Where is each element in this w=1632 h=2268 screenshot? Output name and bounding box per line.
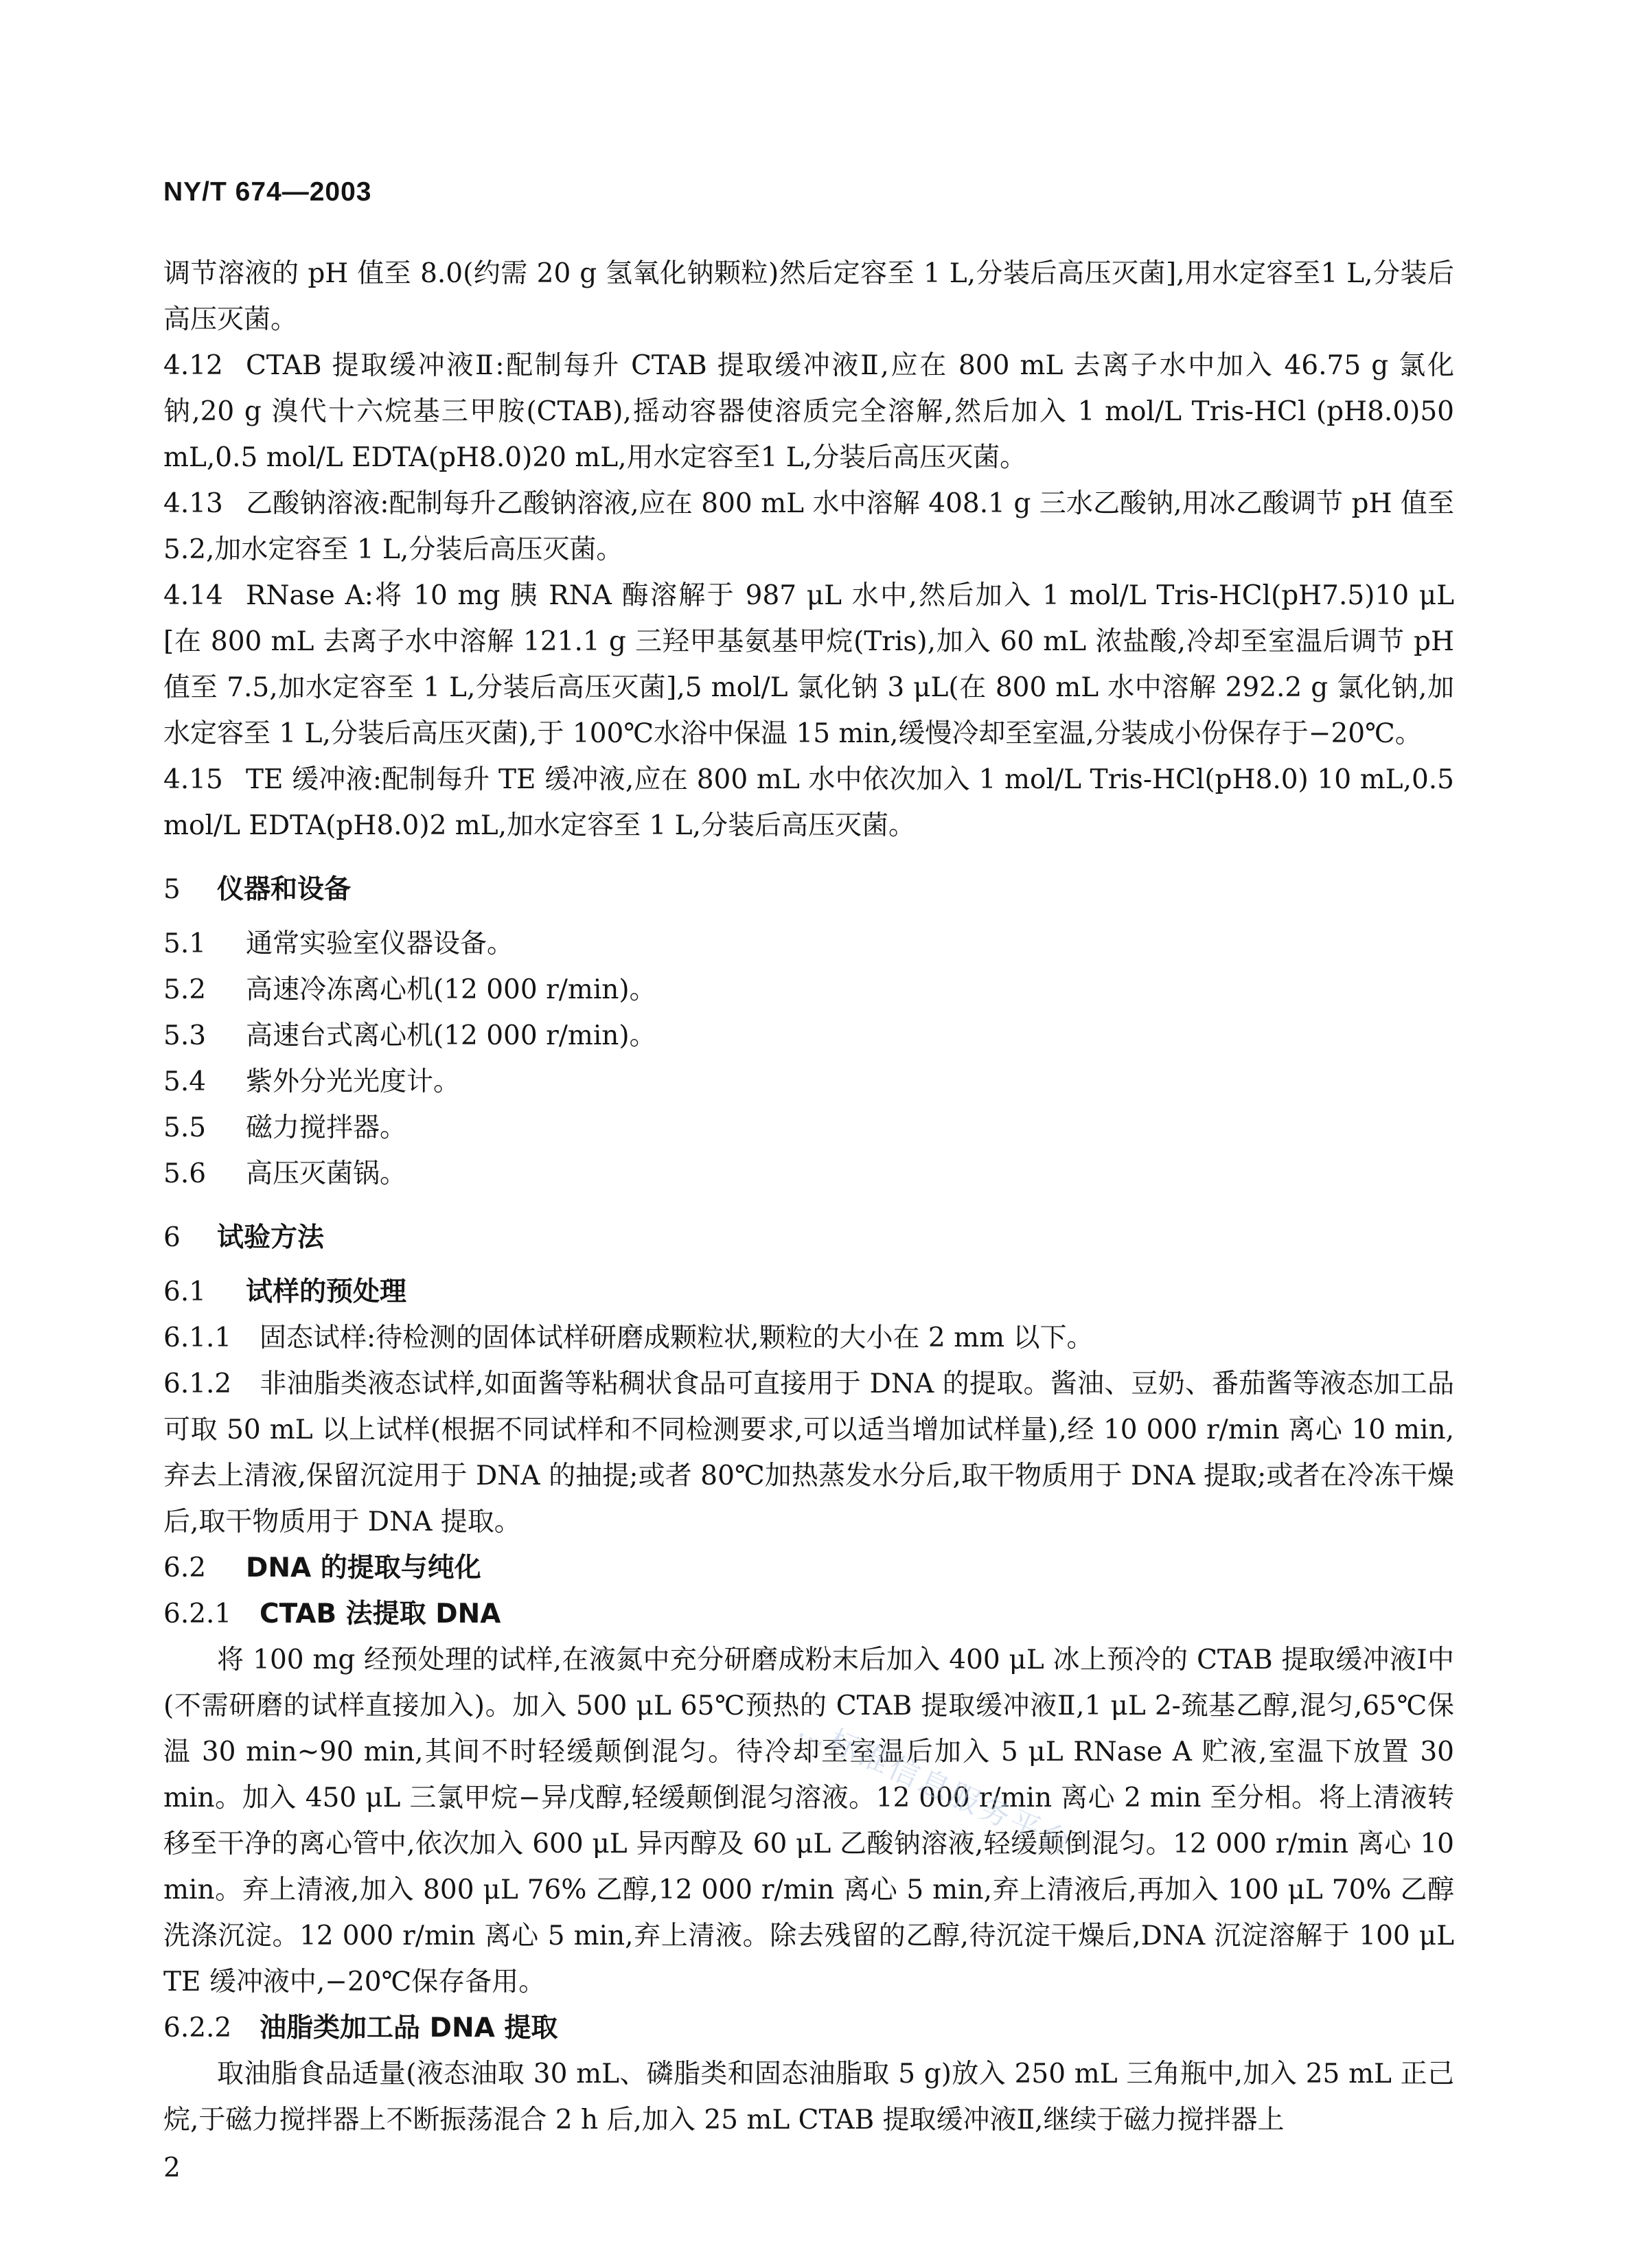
clause-text: 高速台式离心机(12 000 r/min)。 <box>246 1020 656 1051</box>
clause-5-4 <box>163 1059 1454 1105</box>
section-title: 油脂类加工品 DNA 提取 <box>260 2013 558 2043</box>
document-body <box>163 251 1454 2143</box>
section-6-2-1-heading <box>163 1591 1454 1637</box>
clause-5-5 <box>163 1105 1454 1151</box>
paragraph-4-11-continued: 调节溶液的 pH 值至 8.0(约需 20 g 氢氧化钠颗粒)然后定容至 1 L,分装后高压灭菌],用水定容至1 L,分装后高压灭菌。 <box>163 258 1454 335</box>
section-number: 6.2 <box>163 1553 207 1583</box>
clause-number: 5.5 <box>163 1112 207 1143</box>
clause-number: 6.1.1 <box>163 1322 232 1353</box>
clause-5-1 <box>163 921 1454 967</box>
section-number: 6 <box>163 1222 181 1253</box>
section-5-heading <box>163 867 1454 913</box>
clause-number: 5.2 <box>163 974 207 1005</box>
clause-text: 乙酸钠溶液:配制每升乙酸钠溶液,应在 800 mL 水中溶解 408.1 g 三水乙酸钠,用冰乙酸调节 pH 值至 5.2,加水定容至 1 L,分装后高压灭菌。 <box>163 488 1454 565</box>
clause-number: 5.3 <box>163 1020 207 1051</box>
clause-text: 非油脂类液态试样,如面酱等粘稠状食品可直接用于 DNA 的提取。酱油、豆奶、番茄酱等液态加工品可取 50 mL 以上试样(根据不同试样和不同检测要求,可以适当增加试样量),经 10 000 r/min 离心 10 min,弃去上清液,保留沉淀用于 DNA 的抽提;或者 80℃加热蒸发水分后,取干物质用于 DNA 提取;或者在冷冻干燥后,取干物质用于 DNA 提取。 <box>163 1368 1454 1537</box>
clause-text: RNase A:将 10 mg 胰 RNA 酶溶解于 987 μL 水中,然后加入 1 mol/L Tris-HCl(pH7.5)10 μL [在 800 mL 去离子水中溶解 121.1 g 三羟甲基氨基甲烷(Tris),加入 60 mL 浓盐酸,冷却至室温后调节 pH 值至 7.5,加水定容至 1 L,分装后高压灭菌],5 mol/L 氯化钠 3 μL(在 800 mL 水中溶解 292.2 g 氯化钠,加水定容至 1 L,分装后高压灭菌),于 100℃水浴中保温 15 min,缓慢冷却至室温,分装成小份保存于−20℃。 <box>163 580 1454 749</box>
page-number: 2 <box>163 2153 181 2184</box>
clause-number: 5.1 <box>163 928 207 959</box>
paragraph-6-2-1: 将 100 mg 经预处理的试样,在液氮中充分研磨成粉末后加入 400 μL 冰上预冷的 CTAB 提取缓冲液Ⅰ中(不需研磨的试样直接加入)。加入 500 μL 65℃预热的 CTAB 提取缓冲液Ⅱ,1 μL 2-巯基乙醇,混匀,65℃保温 30 min~90 min,其间不时轻缓颠倒混匀。待冷却至室温后加入 5 μL RNase A 贮液,室温下放置 30 min。加入 450 μL 三氯甲烷−异戊醇,轻缓颠倒混匀溶液。12 000 r/min 离心 2 min 至分相。将上清液转移至干净的离心管中,依次加入 600 μL 异丙醇及 60 μL 乙酸钠溶液,轻缓颠倒混匀。12 000 r/min 离心 10 min。弃上清液,加入 800 μL 76% 乙醇,12 000 r/min 离心 5 min,弃上清液后,再加入 100 μL 70% 乙醇洗涤沉淀。12 000 r/min 离心 5 min,弃上清液。除去残留的乙醇,待沉淀干燥后,DNA 沉淀溶解于 100 μL TE 缓冲液中,−20℃保存备用。 <box>163 1645 1454 1997</box>
section-number: 5 <box>163 874 181 905</box>
clause-5-2 <box>163 967 1454 1013</box>
section-6-1-heading <box>163 1269 1454 1315</box>
section-number: 6.2.2 <box>163 2013 232 2043</box>
section-6-2-2-heading <box>163 2005 1454 2051</box>
clause-number: 4.12 <box>163 350 223 381</box>
section-title: DNA 的提取与纯化 <box>246 1553 481 1583</box>
section-title: 仪器和设备 <box>217 874 352 905</box>
clause-6-1-1 <box>163 1315 1454 1361</box>
clause-5-6 <box>163 1151 1454 1197</box>
clause-text: 固态试样:待检测的固体试样研磨成颗粒状,颗粒的大小在 2 mm 以下。 <box>260 1322 1094 1353</box>
section-6-2-heading <box>163 1545 1454 1591</box>
clause-4-12 <box>163 343 1454 481</box>
section-number: 6.1 <box>163 1276 207 1307</box>
section-title: 试验方法 <box>217 1222 325 1253</box>
clause-number: 5.4 <box>163 1066 207 1097</box>
clause-4-14 <box>163 573 1454 757</box>
clause-text: 高速冷冻离心机(12 000 r/min)。 <box>246 974 656 1005</box>
paragraph-6-2-2: 取油脂食品适量(液态油取 30 mL、磷脂类和固态油脂取 5 g)放入 250 mL 三角瓶中,加入 25 mL 正己烷,于磁力搅拌器上不断振荡混合 2 h 后,加入 25 mL CTAB 提取缓冲液Ⅱ,继续于磁力搅拌器上 <box>163 2059 1454 2135</box>
clause-text: TE 缓冲液:配制每升 TE 缓冲液,应在 800 mL 水中依次加入 1 mol/L Tris-HCl(pH8.0) 10 mL,0.5 mol/L EDTA(pH8.0)2 mL,加水定容至 1 L,分装后高压灭菌。 <box>163 764 1454 841</box>
clause-text: 通常实验室仪器设备。 <box>246 928 514 959</box>
standard-number: NY/T 674—2003 <box>163 177 372 207</box>
clause-4-13 <box>163 481 1454 573</box>
clause-number: 4.15 <box>163 764 223 795</box>
clause-number: 6.1.2 <box>163 1368 232 1399</box>
section-title: 试样的预处理 <box>246 1276 407 1307</box>
clause-4-15 <box>163 757 1454 849</box>
clause-number: 4.13 <box>163 488 223 519</box>
clause-5-3 <box>163 1013 1454 1059</box>
section-number: 6.2.1 <box>163 1599 232 1629</box>
clause-number: 5.6 <box>163 1158 207 1189</box>
clause-text: 高压灭菌锅。 <box>246 1158 407 1189</box>
clause-number: 4.14 <box>163 580 223 611</box>
section-6-heading <box>163 1215 1454 1261</box>
watermark: …标准信息服务平台 <box>792 1710 1079 1863</box>
clause-text: 紫外分光光度计。 <box>246 1066 461 1097</box>
clause-6-1-2 <box>163 1361 1454 1545</box>
clause-text: CTAB 提取缓冲液Ⅱ:配制每升 CTAB 提取缓冲液Ⅱ,应在 800 mL 去离子水中加入 46.75 g 氯化钠,20 g 溴代十六烷基三甲胺(CTAB),摇动容器使溶质完全溶解,然后加入 1 mol/L Tris-HCl (pH8.0)50 mL,0.5 mol/L EDTA(pH8.0)20 mL,用水定容至1 L,分装后高压灭菌。 <box>163 350 1454 473</box>
clause-text: 磁力搅拌器。 <box>246 1112 407 1143</box>
section-title: CTAB 法提取 DNA <box>260 1599 501 1629</box>
